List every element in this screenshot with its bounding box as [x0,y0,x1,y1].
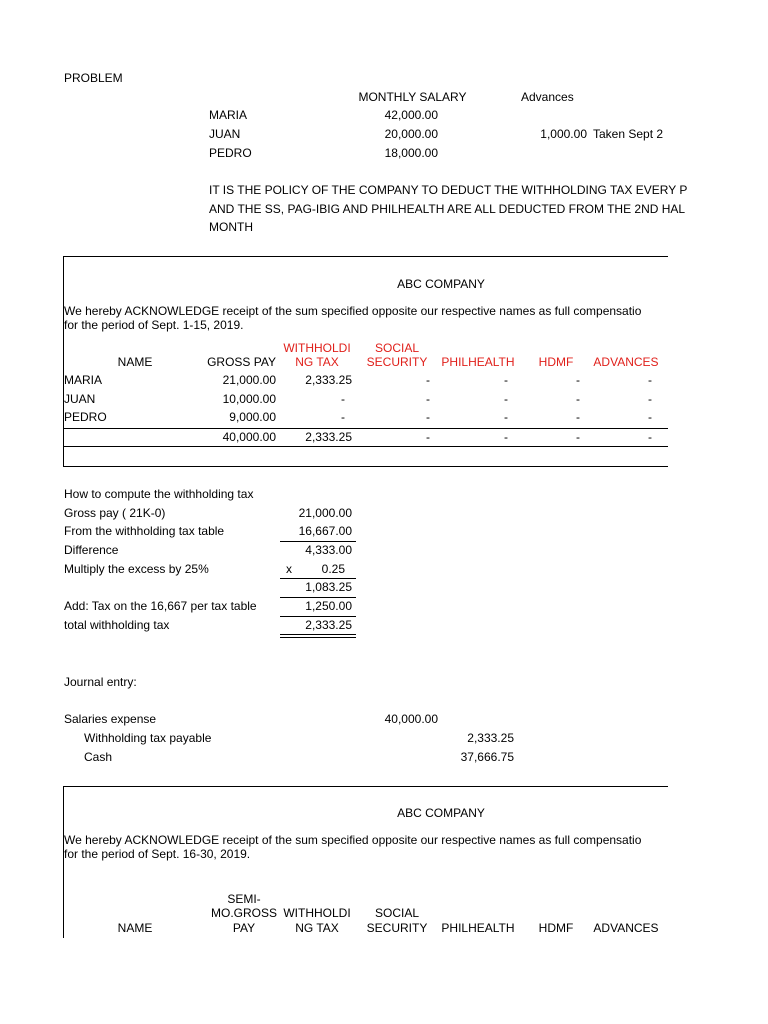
computation-label: Gross pay ( 21K-0) [64,506,166,520]
row-sss: - [426,392,430,406]
computation-value: 16,667.00 [298,524,352,538]
col-name-header: NAME [117,921,153,935]
period: for the period of Sept. 1-15, 2019. [64,318,244,332]
problem-salary: 18,000.00 [384,146,438,160]
computation-label: Difference [64,543,119,557]
row-sss: - [426,373,430,387]
problem-note: Taken Sept 2 [593,127,664,141]
policy-line: AND THE SS, PAG-IBIG AND PHILHEALTH ARE ALL DEDUCTED FROM THE 2ND HAL [209,202,686,216]
salary-header: MONTHLY SALARY [358,90,467,104]
col-phil-header: PHILHEALTH [441,355,515,369]
row-adv: - [648,373,652,387]
underline [280,541,356,542]
col-gross-header: SEMI- [227,892,261,906]
computation-value: 2,333.25 [305,618,352,632]
row-gross: 10,000.00 [222,392,276,406]
computation-value: 0.25 [321,562,345,576]
problem-name: JUAN [209,127,241,141]
computation-value: 1,250.00 [305,599,352,613]
total-phil: - [504,430,508,444]
policy-line: IT IS THE POLICY OF THE COMPANY TO DEDUCT THE WITHHOLDING TAX EVERY P [209,183,688,197]
computation-title: How to compute the withholding tax [64,487,254,501]
col-wtax-header: NG TAX [295,355,339,369]
row-name: MARIA [64,373,103,387]
journal-debit: 40,000.00 [384,712,438,726]
policy-line: MONTH [209,220,253,234]
problem-salary: 42,000.00 [384,108,438,122]
row-phil: - [504,410,508,424]
col-sss-header: SOCIAL [374,906,419,920]
computation-label: Multiply the excess by 25% [64,562,209,576]
row-name: PEDRO [64,410,107,424]
advances-header: Advances [521,90,574,104]
col-gross-header: PAY [232,921,256,935]
computation-label: total withholding tax [64,618,170,632]
col-wtax-header: WITHHOLDI [283,906,351,920]
row-adv: - [648,410,652,424]
col-gross-header: GROSS PAY [207,355,276,369]
row-hdmf: - [576,373,580,387]
col-name-header: NAME [117,355,153,369]
journal-credit: 2,333.25 [467,731,514,745]
computation-value: 4,333.00 [305,543,352,557]
col-wtax-header: WITHHOLDI [283,341,351,355]
problem-advance: 1,000.00 [540,127,587,141]
row-sss: - [426,410,430,424]
col-hdmf-header: HDMF [538,355,574,369]
computation-label: From the withholding tax table [64,524,225,538]
col-sss-header: SECURITY [366,355,428,369]
total-hdmf: - [576,430,580,444]
row-hdmf: - [576,392,580,406]
col-sss-header: SECURITY [366,921,428,935]
multiply-sign: x [286,562,292,576]
journal-title: Journal entry: [64,675,137,689]
total-wtax: 2,333.25 [305,430,352,444]
row-hdmf: - [576,410,580,424]
underline [280,616,356,617]
row-wtax: - [341,410,345,424]
total-sss: - [426,430,430,444]
row-name: JUAN [64,392,96,406]
company-title: ABC COMPANY [397,806,485,820]
col-gross-header: MO.GROSS [210,906,277,920]
underline [280,597,356,598]
total-adv: - [648,430,652,444]
col-wtax-header: NG TAX [295,921,339,935]
journal-account: Withholding tax payable [84,731,212,745]
double-underline [280,634,356,638]
computation-value: 1,083.25 [305,580,352,594]
journal-account: Salaries expense [64,712,157,726]
row-phil: - [504,373,508,387]
problem-label: PROBLEM [64,71,123,85]
col-phil-header: PHILHEALTH [441,921,515,935]
journal-account: Cash [84,750,113,764]
computation-label: Add: Tax on the 16,667 per tax table [64,599,257,613]
row-wtax: 2,333.25 [305,373,352,387]
col-sss-header: SOCIAL [374,341,419,355]
underline [280,578,356,579]
computation-value: 21,000.00 [298,506,352,520]
acknowledgement: We hereby ACKNOWLEDGE receipt of the sum specified opposite our respective names as full compensatio [64,833,642,847]
period: for the period of Sept. 16-30, 2019. [64,847,251,861]
row-gross: 21,000.00 [222,373,276,387]
col-adv-header: ADVANCES [593,355,659,369]
problem-name: PEDRO [209,146,252,160]
problem-name: MARIA [209,108,248,122]
journal-credit: 37,666.75 [460,750,514,764]
row-adv: - [648,392,652,406]
row-phil: - [504,392,508,406]
col-hdmf-header: HDMF [538,921,574,935]
col-adv-header: ADVANCES [593,921,659,935]
acknowledgement: We hereby ACKNOWLEDGE receipt of the sum specified opposite our respective names as full compensatio [64,304,642,318]
row-gross: 9,000.00 [229,410,276,424]
problem-salary: 20,000.00 [384,127,438,141]
total-gross: 40,000.00 [222,430,276,444]
row-wtax: - [341,392,345,406]
company-title: ABC COMPANY [397,277,485,291]
